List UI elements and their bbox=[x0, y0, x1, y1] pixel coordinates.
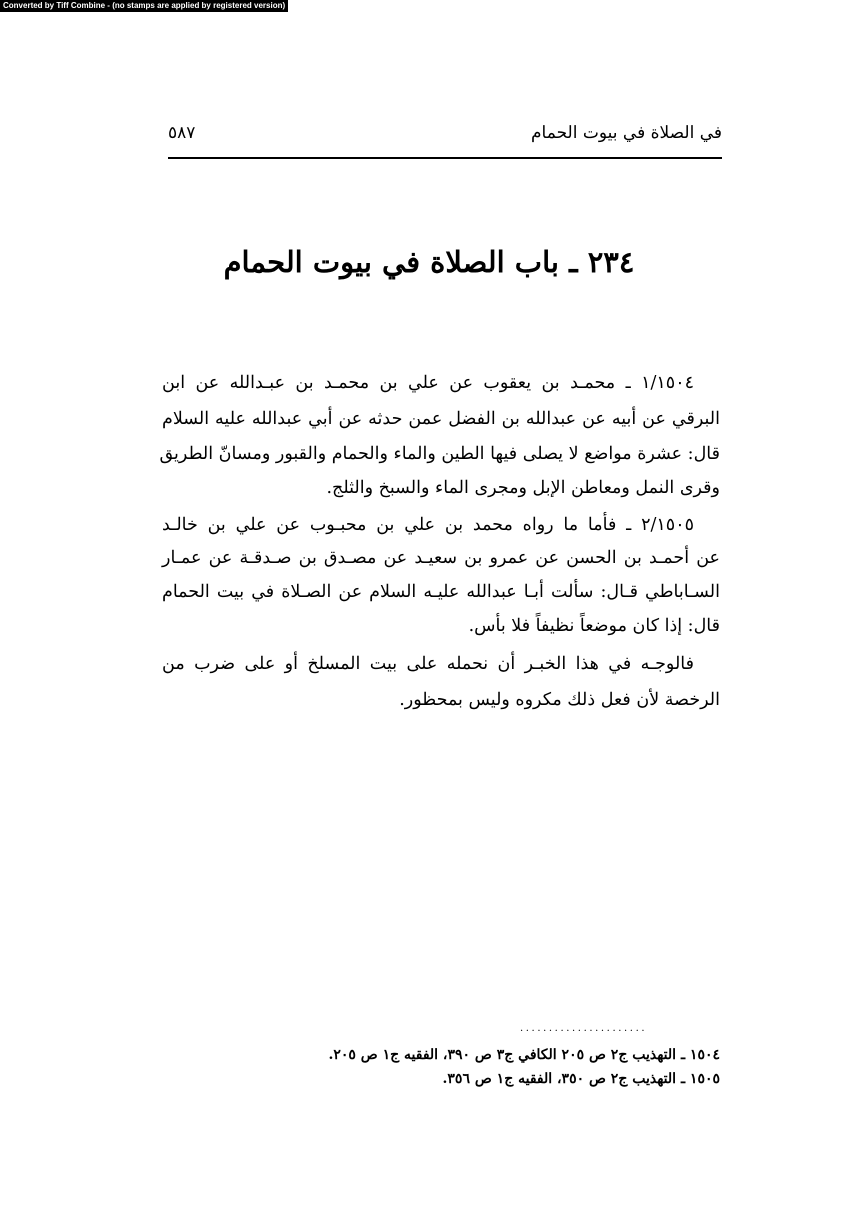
text-line: عن أحمـد بن الحسن عن عمرو بن سعيـد عن مصـدق بن صـدقـة عن عمـار bbox=[162, 548, 720, 568]
text-line: قال: عشرة مواضع لا يصلى فيها الطين والماء والحمام والقبور ومسانّ الطريق bbox=[159, 444, 720, 464]
text-line: ١/١٥٠٤ ـ محمـد بن يعقوب عن علي بن محمـد بن عبـدالله عن ابن bbox=[162, 373, 694, 393]
page-number: ٥٨٧ bbox=[168, 123, 196, 143]
footnote-1505: ١٥٠٥ ـ التهذيب ج٢ ص ٣٥٠، الفقيه ج١ ص ٣٥٦. bbox=[442, 1071, 720, 1087]
text-line: قال: إذا كان موضعاً نظيفاً فلا بأس. bbox=[468, 616, 720, 636]
text-line: فالوجـه في هذا الخبـر أن نحمله على بيت المسلخ أو على ضرب من bbox=[162, 654, 694, 674]
chapter-title: ٢٣٤ ـ باب الصلاة في بيوت الحمام bbox=[223, 245, 635, 279]
footnote-separator: ...................... bbox=[520, 1023, 648, 1034]
text-line: ٢/١٥٠٥ ـ فأما ما رواه محمد بن علي بن محبـوب عن علي بن خالـد bbox=[162, 515, 694, 535]
header-rule bbox=[168, 157, 722, 159]
running-header-title: في الصلاة في بيوت الحمام bbox=[531, 123, 722, 143]
text-line: الرخصة لأن فعل ذلك مكروه وليس بمحظور. bbox=[399, 690, 720, 710]
converter-banner: Converted by Tiff Combine - (no stamps are applied by registered version) bbox=[0, 0, 288, 12]
footnote-1504: ١٥٠٤ ـ التهذيب ج٢ ص ٢٠٥ الكافي ج٣ ص ٣٩٠، الفقيه ج١ ص ٢٠٥. bbox=[328, 1047, 720, 1063]
text-line: البرقي عن أبيه عن عبدالله بن الفضل عمن حدثه عن أبي عبدالله عليه السلام bbox=[162, 409, 720, 429]
text-line: السـاباطي قـال: سألت أبـا عبدالله عليـه السلام عن الصـلاة في بيت الحمام bbox=[162, 582, 720, 602]
text-line: وقرى النمل ومعاطن الإبل ومجرى الماء والسبخ والثلج. bbox=[326, 478, 720, 498]
